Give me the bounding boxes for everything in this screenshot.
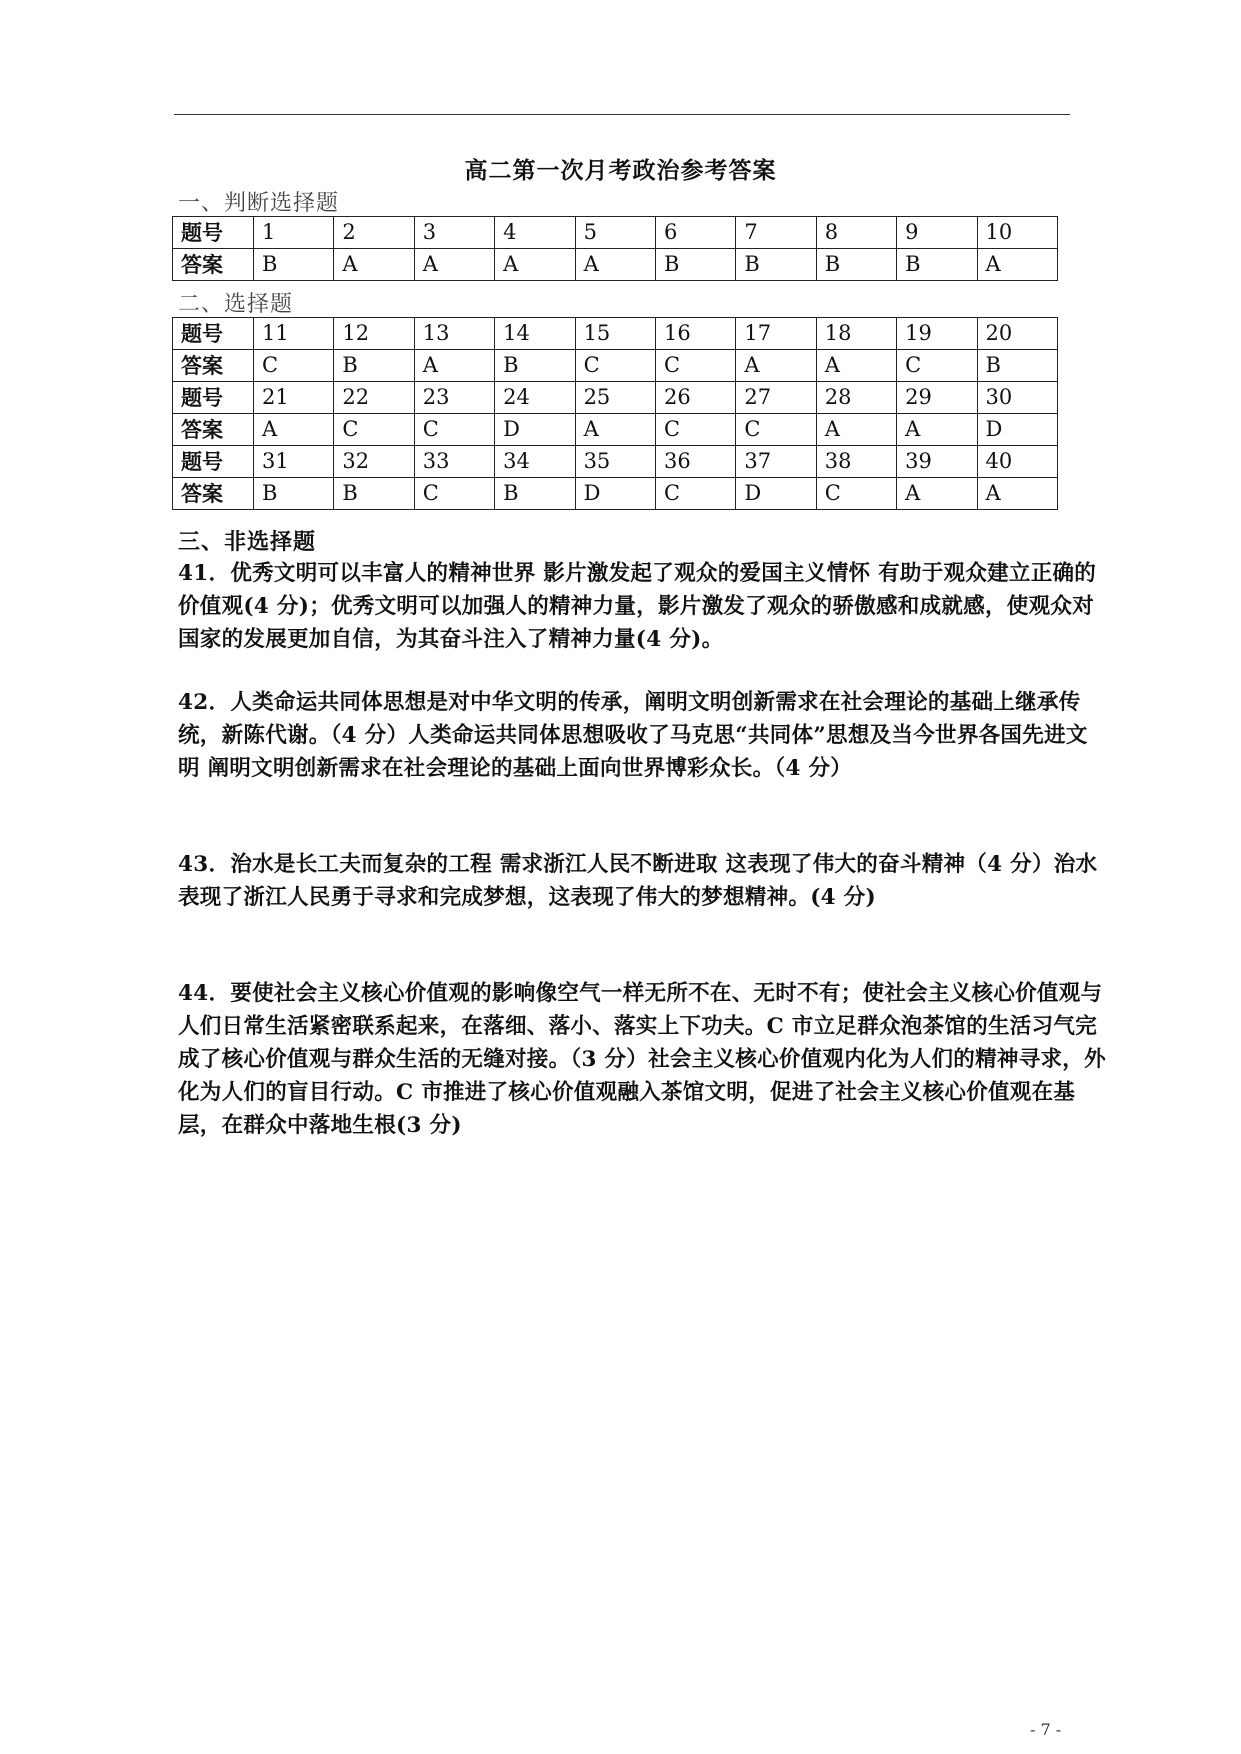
- table-cell: 12: [334, 318, 414, 350]
- table-cell: 5: [575, 217, 655, 249]
- table-cell: 11: [254, 318, 334, 350]
- answer-44: 44．要使社会主义核心价值观的影响像空气一样无所不在、无时不有；使社会主义核心价值观与人们日常生活紧密联系起来，在落细、落小、落实上下功夫。C 市立足群众泡茶馆的生活习气完成了核心价值观与群众生活的无缝对接。（3 分）社会主义核心价值观内化为人们的精神寻求，外化为人们的盲目行动。C 市推进了核心价值观融入茶馆文明，促进了社会主义核心价值观在基层，在群众中落地生根(3 分): [178, 981, 1106, 1138]
- table-cell: B: [736, 249, 816, 281]
- page-title: 高二第一次月考政治参考答案: [464, 157, 777, 184]
- table-cell: 6: [655, 217, 735, 249]
- table-cell: 25: [575, 382, 655, 414]
- table-cell: A: [414, 350, 494, 382]
- answer-42: 42．人类命运共同体思想是对中华文明的传承，阐明文明创新需求在社会理论的基础上继承传统，新陈代谢。（4 分）人类命运共同体思想吸收了马克思“共同体”思想及当今世界各国先进文明 阐明文明创新需求在社会理论的基础上面向世界博彩众长。（4 分）: [178, 690, 1088, 781]
- table-cell: B: [254, 478, 334, 510]
- table-cell: 33: [414, 446, 494, 478]
- answer-table-judgement: [172, 216, 1058, 281]
- table-cell: A: [897, 478, 977, 510]
- table-cell: A: [575, 414, 655, 446]
- table-cell: 24: [495, 382, 575, 414]
- table-cell: D: [736, 478, 816, 510]
- table-cell: 4: [495, 217, 575, 249]
- table-cell: D: [495, 414, 575, 446]
- table-cell: C: [816, 478, 896, 510]
- table-cell: 7: [736, 217, 816, 249]
- table-cell: C: [414, 478, 494, 510]
- table-cell: D: [575, 478, 655, 510]
- table-cell: B: [816, 249, 896, 281]
- table-cell: B: [334, 478, 414, 510]
- table-cell: 17: [736, 318, 816, 350]
- section-heading-judgement: 一、判断选择题: [178, 191, 340, 216]
- table-row: [173, 414, 1058, 446]
- table-cell: 20: [977, 318, 1057, 350]
- table-cell: A: [816, 350, 896, 382]
- table-cell: 13: [414, 318, 494, 350]
- table-cell: 39: [897, 446, 977, 478]
- table-cell: 1: [254, 217, 334, 249]
- table-cell: C: [414, 414, 494, 446]
- table-cell: A: [977, 249, 1057, 281]
- table-row: [173, 446, 1058, 478]
- table-cell: B: [897, 249, 977, 281]
- table-cell: 28: [816, 382, 896, 414]
- answer-43: 43．治水是长工夫而复杂的工程 需求浙江人民不断进取 这表现了伟大的奋斗精神（4 分）治水表现了浙江人民勇于寻求和完成梦想，这表现了伟大的梦想精神。(4 分): [178, 852, 1098, 910]
- table-cell: B: [977, 350, 1057, 382]
- table-cell: C: [655, 414, 735, 446]
- table-cell: 22: [334, 382, 414, 414]
- table-cell: 37: [736, 446, 816, 478]
- table-cell: 27: [736, 382, 816, 414]
- row-label: 答案: [173, 478, 254, 510]
- section-heading-nonchoice: 三、非选择题: [178, 529, 317, 555]
- table-row: [173, 350, 1058, 382]
- table-cell: C: [575, 350, 655, 382]
- answer-table-choice: [172, 317, 1058, 510]
- table-row: [173, 249, 1058, 281]
- table-cell: 36: [655, 446, 735, 478]
- table-cell: A: [816, 414, 896, 446]
- table-cell: 32: [334, 446, 414, 478]
- table-cell: 19: [897, 318, 977, 350]
- table-row: [173, 217, 1058, 249]
- table-cell: B: [495, 350, 575, 382]
- table-cell: A: [414, 249, 494, 281]
- table-cell: A: [736, 350, 816, 382]
- table-cell: C: [254, 350, 334, 382]
- table-cell: 14: [495, 318, 575, 350]
- table-cell: 2: [334, 217, 414, 249]
- row-label: 题号: [173, 217, 254, 249]
- row-label: 答案: [173, 249, 254, 281]
- page-number: - 7 -: [1030, 1720, 1062, 1739]
- table-cell: C: [897, 350, 977, 382]
- row-label: 题号: [173, 446, 254, 478]
- table-cell: A: [575, 249, 655, 281]
- table-cell: A: [897, 414, 977, 446]
- table-cell: B: [655, 249, 735, 281]
- table-cell: B: [495, 478, 575, 510]
- table-cell: 18: [816, 318, 896, 350]
- header-rule: [174, 114, 1070, 115]
- row-label: 答案: [173, 414, 254, 446]
- row-label: 题号: [173, 318, 254, 350]
- table-cell: 10: [977, 217, 1057, 249]
- table-cell: A: [334, 249, 414, 281]
- table-cell: 35: [575, 446, 655, 478]
- table-cell: 8: [816, 217, 896, 249]
- table-cell: D: [977, 414, 1057, 446]
- table-cell: 21: [254, 382, 334, 414]
- table-cell: 40: [977, 446, 1057, 478]
- table-cell: A: [977, 478, 1057, 510]
- table-cell: 31: [254, 446, 334, 478]
- table-cell: 29: [897, 382, 977, 414]
- table-cell: 16: [655, 318, 735, 350]
- table-cell: 34: [495, 446, 575, 478]
- table-cell: A: [254, 414, 334, 446]
- table-cell: A: [495, 249, 575, 281]
- section-heading-choice: 二、选择题: [178, 292, 294, 317]
- table-cell: 3: [414, 217, 494, 249]
- answer-41: 41．优秀文明可以丰富人的精神世界 影片激发起了观众的爱国主义情怀 有助于观众建立正确的价值观(4 分)；优秀文明可以加强人的精神力量，影片激发了观众的骄傲感和成就感，使观众对国家的发展更加自信，为其奋斗注入了精神力量(4 分)。: [178, 561, 1097, 652]
- table-cell: C: [736, 414, 816, 446]
- table-cell: 30: [977, 382, 1057, 414]
- table-cell: C: [334, 414, 414, 446]
- table-cell: 38: [816, 446, 896, 478]
- table-cell: C: [655, 478, 735, 510]
- table-cell: 9: [897, 217, 977, 249]
- table-cell: 23: [414, 382, 494, 414]
- table-cell: B: [334, 350, 414, 382]
- row-label: 题号: [173, 382, 254, 414]
- table-row: [173, 478, 1058, 510]
- table-cell: 15: [575, 318, 655, 350]
- row-label: 答案: [173, 350, 254, 382]
- table-row: [173, 382, 1058, 414]
- table-row: [173, 318, 1058, 350]
- table-cell: C: [655, 350, 735, 382]
- table-cell: 26: [655, 382, 735, 414]
- table-cell: B: [254, 249, 334, 281]
